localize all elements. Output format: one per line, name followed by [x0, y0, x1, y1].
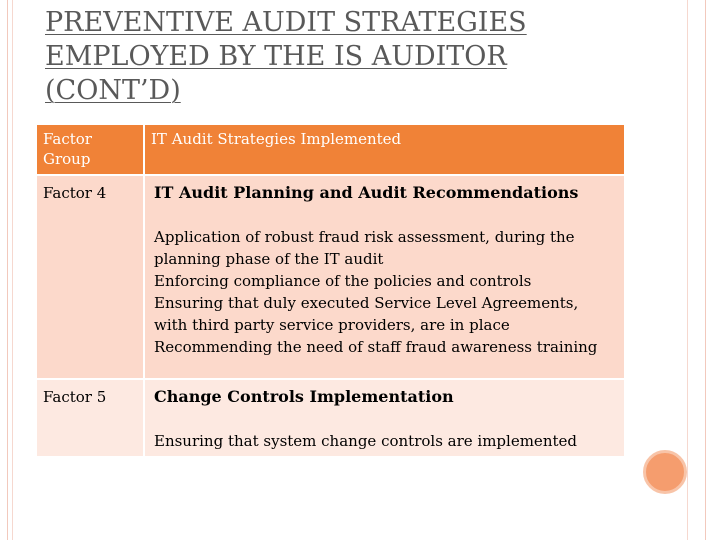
table-header-row: [37, 125, 624, 175]
strategy-items: [154, 226, 616, 378]
title-line-1: PREVENTIVE AUDIT STRATEGIES: [45, 7, 527, 38]
header-factor-group: [37, 125, 144, 175]
header-strategies: IT Audit Strategies Implemented: [144, 125, 624, 175]
strategy-cell: [144, 379, 624, 456]
header-factor-line2: Group: [43, 150, 91, 168]
factor-cell: Factor 5: [37, 379, 144, 456]
strategy-heading: IT Audit Planning and Audit Recommendations: [154, 183, 579, 202]
strategies-table: [37, 125, 624, 456]
table-row: [37, 379, 624, 456]
title-line-2: EMPLOYED BY THE IS AUDITOR: [45, 41, 507, 72]
strategy-items: [154, 430, 616, 456]
strategy-item: Recommending the need of staff fraud awareness training: [154, 338, 598, 356]
strategy-cell: [144, 175, 624, 379]
decorative-circle: [643, 450, 687, 494]
table-row: [37, 175, 624, 379]
strategy-item: Ensuring that system change controls are implemented: [154, 432, 577, 450]
strategy-heading: Change Controls Implementation: [154, 387, 454, 406]
strategy-item: Ensuring that duly executed Service Level Agreements, with third party service providers, are in place: [154, 294, 579, 334]
factor-cell: Factor 4: [37, 175, 144, 379]
strategy-item: Enforcing compliance of the policies and controls: [154, 272, 532, 290]
header-factor-line1: Factor: [43, 130, 92, 148]
slide-title: [45, 6, 645, 108]
title-line-3: (CONT’D): [45, 75, 181, 106]
strategy-item: Application of robust fraud risk assessment, during the planning phase of the IT audit: [154, 228, 575, 268]
